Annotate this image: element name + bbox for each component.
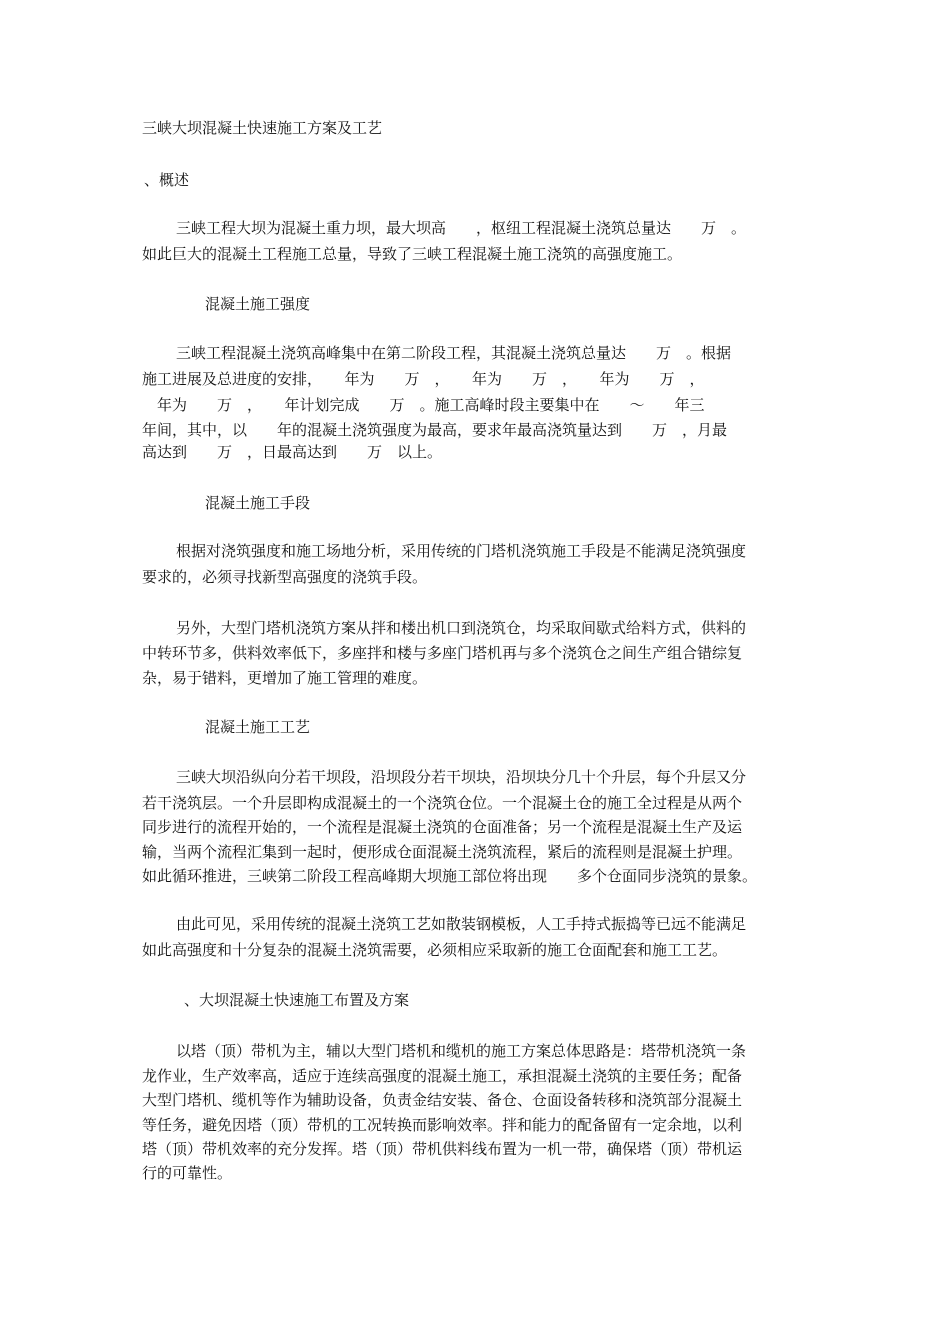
layout-line-4: 等任务，避免因塔（顶）带机的工况转换而影响效率。拌和能力的配备留有一定余地，以利 <box>142 1116 743 1134</box>
intensity-line-4: 年间，其中，以 年的混凝土浇筑强度为最高，要求年最高浇筑量达到 万 ，月最 <box>142 421 728 439</box>
intensity-line-5: 高达到 万 ，日最高达到 万 以上。 <box>142 443 443 461</box>
section-heading-layout: 、大坝混凝土快速施工布置及方案 <box>184 991 410 1009</box>
layout-line-6: 行的可靠性。 <box>142 1164 233 1182</box>
layout-line-1: 以塔（顶）带机为主，辅以大型门塔机和缆机的施工方案总体思路是：塔带机浇筑一条 <box>176 1042 747 1060</box>
means1-line-1: 根据对浇筑强度和施工场地分析，采用传统的门塔机浇筑施工手段是不能满足浇筑强度 <box>176 542 747 560</box>
intensity-line-3: 年为 万 ， 年计划完成 万 。施工高峰时段主要集中在 ～ 年三 <box>142 396 705 414</box>
overview-line-1: 三峡工程大坝为混凝土重力坝，最大坝高 ，枢纽工程混凝土浇筑总量达 万 。 <box>176 219 747 237</box>
means1-line-2: 要求的，必须寻找新型高强度的浇筑手段。 <box>142 568 428 586</box>
layout-line-3: 大型门塔机、缆机等作为辅助设备，负责金结安装、备仓、仓面设备转移和浇筑部分混凝土 <box>142 1091 743 1109</box>
overview-line-2: 如此巨大的混凝土工程施工总量，导致了三峡工程混凝土施工浇筑的高强度施工。 <box>142 245 683 263</box>
process1-line-2: 若干浇筑层。一个升层即构成混凝土的一个浇筑仓位。一个混凝土仓的施工全过程是从两个 <box>142 794 743 812</box>
layout-line-2: 龙作业，生产效率高，适应于连续高强度的混凝土施工，承担混凝土浇筑的主要任务；配备 <box>142 1067 743 1085</box>
process2-line-1: 由此可见，采用传统的混凝土浇筑工艺如散装钢模板，人工手持式振捣等已远不能满足 <box>176 915 747 933</box>
means2-line-2: 中转环节多，供料效率低下，多座拌和楼与多座门塔机再与多个浇筑仓之间生产组合错综复 <box>142 644 743 662</box>
process1-line-5: 如此循环推进，三峡第二阶段工程高峰期大坝施工部位将出现 多个仓面同步浇筑的景象。 <box>142 867 758 885</box>
process1-line-4: 输，当两个流程汇集到一起时，便形成仓面混凝土浇筑流程，紧后的流程则是混凝土护理。 <box>142 843 743 861</box>
subheading-process: 混凝土施工工艺 <box>205 718 311 736</box>
intensity-line-2: 施工进展及总进度的安排， 年为 万 ， 年为 万 ， 年为 万 ， <box>142 370 705 388</box>
subheading-intensity: 混凝土施工强度 <box>205 295 311 313</box>
section-heading-overview: 、概述 <box>144 171 190 189</box>
process1-line-3: 同步进行的流程开始的，一个流程是混凝土浇筑的仓面准备；另一个流程是混凝土生产及运 <box>142 818 743 836</box>
process2-line-2: 如此高强度和十分复杂的混凝土浇筑需要，必须相应采取新的施工仓面配套和施工工艺。 <box>142 941 728 959</box>
means2-line-1: 另外，大型门塔机浇筑方案从拌和楼出机口到浇筑仓，均采取间歇式给料方式，供料的 <box>176 619 747 637</box>
process1-line-1: 三峡大坝沿纵向分若干坝段，沿坝段分若干坝块，沿坝块分几十个升层，每个升层又分 <box>176 768 747 786</box>
subheading-means: 混凝土施工手段 <box>205 494 311 512</box>
document-title: 三峡大坝混凝土快速施工方案及工艺 <box>142 119 383 137</box>
intensity-line-1: 三峡工程混凝土浇筑高峰集中在第二阶段工程，其混凝土浇筑总量达 万 。根据 <box>176 344 732 362</box>
means2-line-3: 杂，易于错料，更增加了施工管理的难度。 <box>142 669 428 687</box>
layout-line-5: 塔（顶）带机效率的充分发挥。塔（顶）带机供料线布置为一机一带，确保塔（顶）带机运 <box>142 1140 743 1158</box>
